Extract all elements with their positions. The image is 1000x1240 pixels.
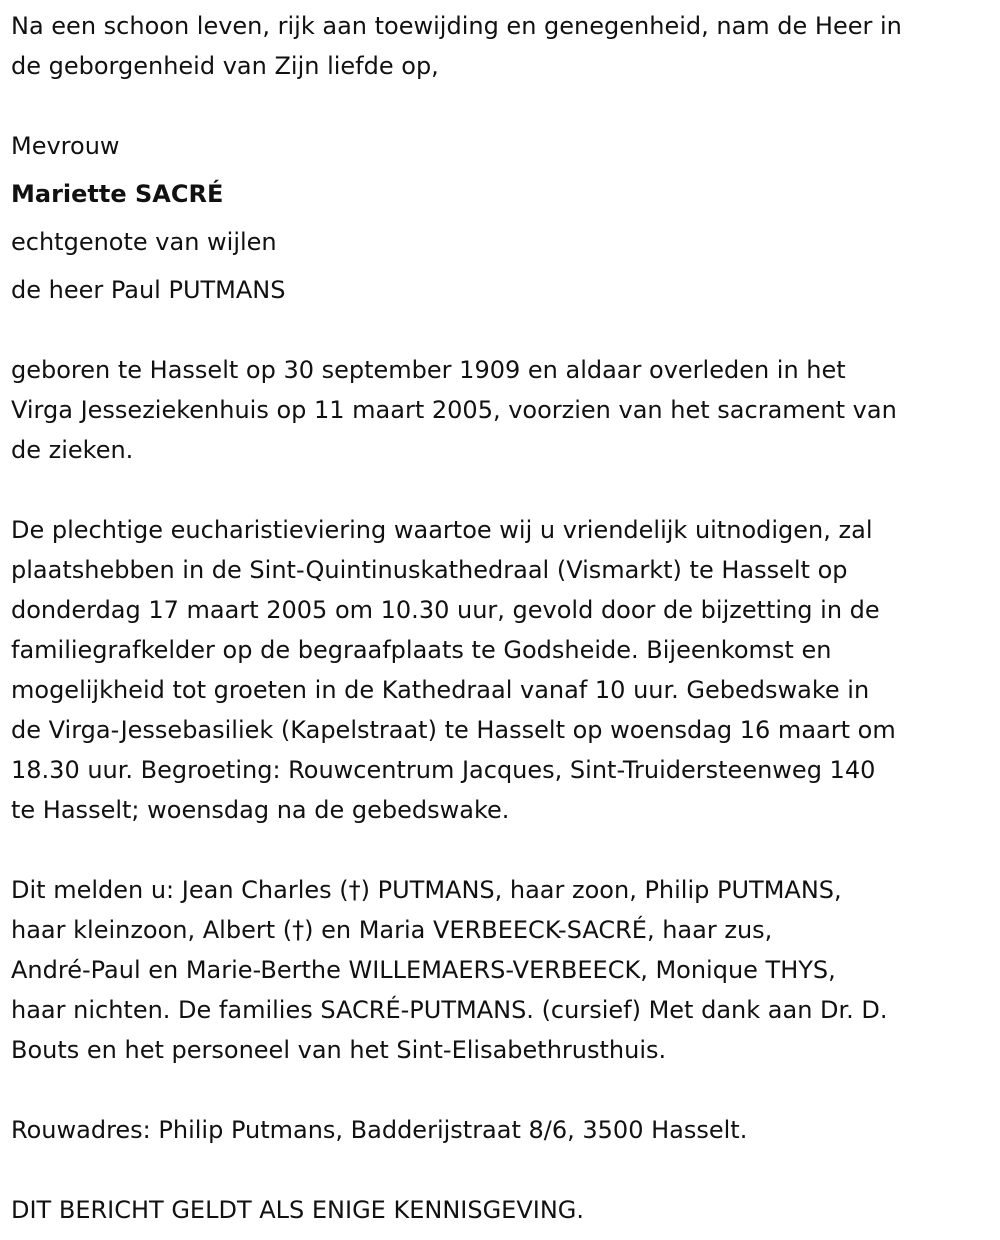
deceased-name: Mariette SACRÉ (11, 180, 224, 208)
opening-paragraph: Na een schoon leven, rijk aan toewijding en genegenheid, nam de Heer in de geborgenheid van Zijn liefde op, (11, 12, 902, 80)
mourning-address: Rouwadres: Philip Putmans, Badderijstraat 8/6, 3500 Hasselt. (11, 1116, 748, 1144)
announcement-paragraph: Dit melden u: Jean Charles (†) PUTMANS, haar zoon, Philip PUTMANS, haar kleinzoon, Albert (†) en Maria VERBEECK-SACRÉ, haar zus, André-Paul en Marie-Berthe WILLEMAERS-VERBEECK, Monique THYS, haar nichten. De families SACRÉ-PUTMANS. (cursief) Met dank aan Dr. D. Bouts en het personeel van het Sint-Elisabethrusthuis. (11, 876, 888, 1064)
birth-death-paragraph: geboren te Hasselt op 30 september 1909 en aldaar overleden in het Virga Jesseziekenhuis op 11 maart 2005, voorzien van het sacrament van de zieken. (11, 356, 897, 464)
relation-line-1: echtgenote van wijlen (11, 228, 277, 256)
closing-statement: DIT BERICHT GELDT ALS ENIGE KENNISGEVING. (11, 1196, 585, 1224)
salutation: Mevrouw (11, 132, 120, 160)
ceremony-paragraph: De plechtige eucharistieviering waartoe wij u vriendelijk uitnodigen, zal plaatshebben in de Sint-Quintinuskathedraal (Vismarkt) te Hasselt op donderdag 17 maart 2005 om 10.30 uur, gevold door de bijzetting in de familiegrafkelder op de begraafplaats te Godsheide. Bijeenkomst en mogelijkheid tot groeten in de Kathedraal vanaf 10 uur. Gebedswake in de Virga-Jessebasiliek (Kapelstraat) te Hasselt op woensdag 16 maart om 18.30 uur. Begroeting: Rouwcentrum Jacques, Sint-Truidersteenweg 140 te Hasselt; woensdag na de gebedswake. (11, 516, 896, 824)
relation-line-2: de heer Paul PUTMANS (11, 276, 286, 304)
